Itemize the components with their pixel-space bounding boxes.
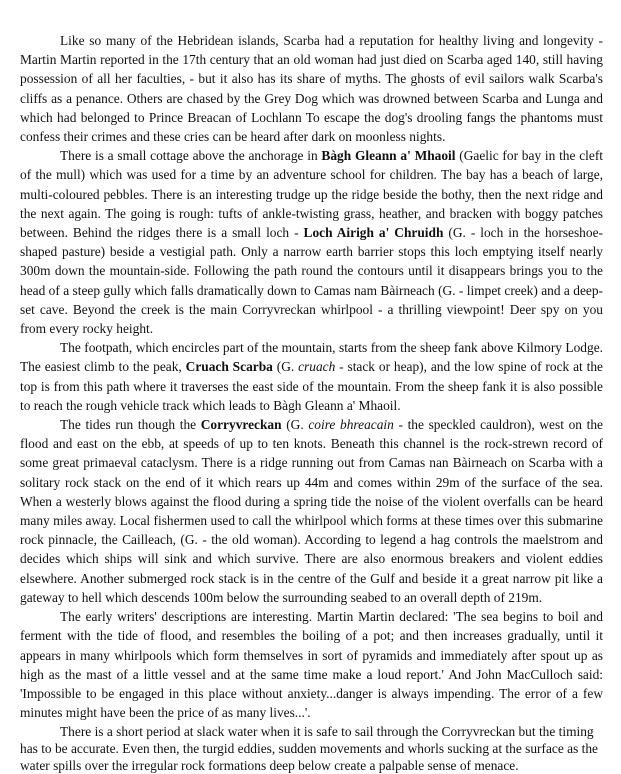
text-segment: Like so many of the Hebridean islands, Scarba had a reputation for healthy living and longevity - Martin Martin reported in the 17th century that an old woman had just died on Scarba aged 140, still having possession of all her faculties, - but it also has its share of myths. The ghosts of evil sailors walk Scarba's cliffs as a penance. Others are chased by the Grey Dog which was drowned between Scarba and Lunga and which had belonged to Prince Breacan of Lochlann To escape the dog's drooling fangs the phantoms must confess their crimes and these cries can be heard after dark on moonless nights. [20,33,603,145]
place-name-bagh-gleann: Bàgh Gleann a' Mhaoil [321,148,456,164]
gaelic-term-coire-bhreacain: coire bhreacain [308,417,394,433]
text-segment: (Gaelic for bay in the cleft of the mull) which was used for a time by an adventure school for children. The bay has a beach of large, multi-coloured pebbles. There is an interesting trudge up the ridge beside the bothy, then the next ridge and the next again. The going is rough: tufts of ankle-twisting grass, heather, and bracken with boggy patches between. Behind the ridges there is a small loch - [20,148,603,241]
document-page [20,31,603,774]
gaelic-term-cruach: cruach [298,359,336,375]
paragraph-corryvreckan-tides [20,415,603,607]
text-segment: The footpath, which encircles part of the mountain, starts from the sheep fank above Kilmory Lodge. The easiest climb to the peak, [20,340,603,375]
paragraph-footpath [20,338,603,415]
text-segment: There is a small cottage above the anchorage in [60,148,322,164]
text-segment: The early writers' descriptions are interesting. Martin Martin declared: 'The sea begins to boil and ferment with the tide of flood, and resembles the boiling of a pot; and then increases gradually, until it appears in many whirlpools which form themselves in sort of pyramids and immediately after spout up as high as the mast of a little vessel and at the same time make a loud report.' And John MacCulloch said: 'Impossible to be engaged in this place without anxiety...danger is always impending. The error of a few minutes might have been the price of as many lives...'. [20,609,603,721]
place-name-corryvreckan: Corryvreckan [200,417,282,433]
text-segment: There is a short period at slack water when it is safe to sail through the Corryvreckan but the timing has to be accurate. Even then, the turgid eddies, sudden movements and whorls sucking at the surface as the water spills over the irregular rock formations deep below create a palpable sense of menace. [20,724,598,774]
text-segment: The tides run though the [60,417,201,433]
text-segment: - the speckled cauldron), west on the flood and east on the ebb, at speeds of up to ten knots. Beneath this channel is the rock-strewn record of some great primaeval cataclysm. There is a ridge running out from Camas nan Bàirneach on Scarba with a solitary rock stack on the end of it which rears up 44m and comes within 29m of the surface of the sea. When a westerly blows against the flood during a spring tide the noise of the violent overfalls can be heard many miles away. Local fishermen used to call the whirlpool which forms at these times over this submarine rock pinnacle, the Cailleach, (G. - the old woman). According to legend a hag controls the maelstrom and decides which ships will sink and which survive. There are also enormous breakers and violent eddies elsewhere. Another submerged rock stack is in the centre of the Gulf and beside it a great narrow pit like a gateway to hell which descends 100m below the surrounding seabed to an overall depth of 219m. [20,417,603,605]
paragraph-slack-water [20,723,603,774]
place-name-loch-airigh: Loch Airigh a' Chruidh [303,225,444,241]
paragraph-bagh-gleann [20,146,603,338]
text-segment: (G. [281,417,309,433]
text-segment: (G. - loch in the horseshoe-shaped pasture) beside a vestigial path. Only a narrow earth barrier stops this loch emptying itself nearly 300m down the mountain-side. Following the path round the contours until it disappears brings you to the head of a steep gully which falls dramatically down to Camas nam Bàirneach (G. - limpet creek) and a deep-set cave. Beyond the creek is the main Corryvreckan whirlpool - a thrilling viewpoint! Deer spy on you from every rocky height. [20,225,603,337]
text-segment: - stack or heap), and the low spine of rock at the top is from this path where it traverses the east side of the mountain. From the sheep fank it is also possible to reach the rough vehicle track which leads to Bàgh Gleann a' Mhaoil. [20,359,603,413]
paragraph-early-writers [20,607,603,722]
text-segment: (G. [272,359,299,375]
place-name-cruach-scarba: Cruach Scarba [185,359,273,375]
paragraph-longevity-myths [20,31,603,146]
